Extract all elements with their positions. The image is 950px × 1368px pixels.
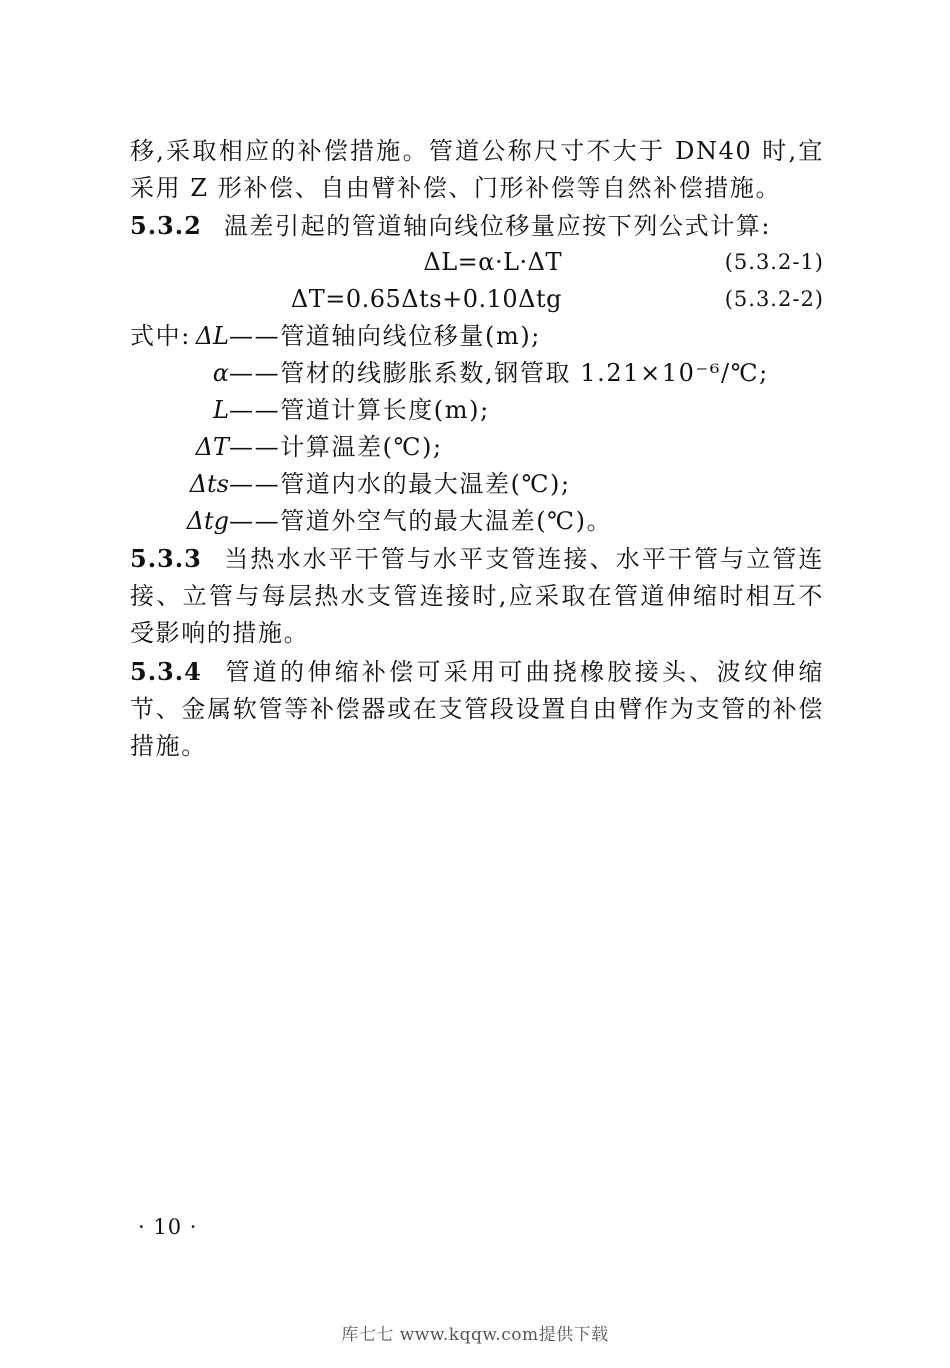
definition-row — [130, 503, 824, 540]
definition-row — [130, 318, 824, 355]
paragraph-continued: 移,采取相应的补偿措施。管道公称尺寸不大于 DN40 时,宜采用 Z 形补偿、自由臂补偿、门形补偿等自然补偿措施。 — [130, 137, 824, 202]
download-footer: 库七七 www.kqqw.com提供下载 — [341, 1325, 609, 1345]
formula-number: (5.3.2-1) — [724, 250, 824, 274]
clause-text: 当热水水平干管与水平支管连接、水平干管与立管连接、立管与每层热水支管连接时,应采取在管道伸缩时相互不受影响的措施。 — [130, 545, 824, 647]
formula-2 — [130, 281, 824, 318]
formula-number: (5.3.2-2) — [724, 287, 824, 311]
where-intro: 式中: — [130, 322, 191, 350]
definition-symbol: Δtg — [186, 507, 229, 535]
definition-text: ——管道轴向线位移量(m); — [229, 322, 541, 350]
definition-symbol: L — [213, 396, 229, 424]
definition-row — [130, 392, 824, 429]
formula-expression: ΔT=0.65Δts+0.10Δtg — [290, 285, 562, 313]
definition-symbol: α — [212, 359, 229, 387]
clause-5-3-2 — [130, 207, 824, 245]
definition-text: ——管材的线膨胀系数,钢管取 1.21×10⁻⁶/℃; — [229, 359, 769, 387]
formula-1 — [130, 244, 824, 281]
clause-number: 5.3.3 — [130, 544, 202, 573]
clause-5-3-4 — [130, 653, 824, 765]
definition-row — [130, 429, 824, 466]
definition-symbol: ΔT — [195, 433, 229, 461]
definition-text: ——计算温差(℃); — [229, 433, 443, 461]
clause-text: 温差引起的管道轴向线位移量应按下列公式计算: — [223, 212, 772, 240]
clause-5-3-3 — [130, 540, 824, 652]
clause-text: 管道的伸缩补偿可采用可曲挠橡胶接头、波纹伸缩节、金属软管等补偿器或在支管段设置自由臂作为支管的补偿措施。 — [130, 658, 824, 760]
definition-text: ——管道内水的最大温差(℃); — [229, 470, 571, 498]
definition-row — [130, 466, 824, 503]
definition-symbol: ΔL — [195, 322, 229, 350]
definition-text: ——管道计算长度(m); — [229, 396, 490, 424]
definition-text: ——管道外空气的最大温差(℃)。 — [229, 507, 613, 535]
clause-number: 5.3.2 — [130, 211, 202, 240]
clause-number: 5.3.4 — [130, 657, 202, 686]
definition-row — [130, 355, 824, 392]
formula-expression: ΔL=α·L·ΔT — [423, 248, 562, 276]
page-number: · 10 · — [138, 1215, 198, 1239]
definition-symbol: Δts — [189, 470, 229, 498]
